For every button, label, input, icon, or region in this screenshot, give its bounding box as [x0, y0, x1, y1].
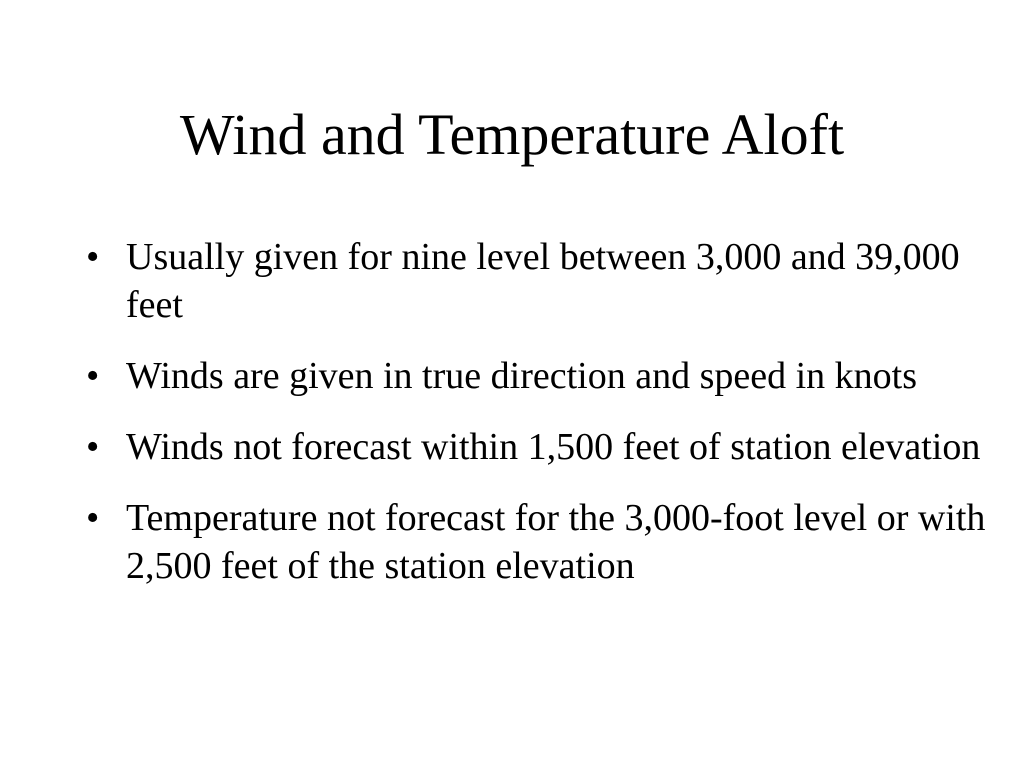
bullet-list — [86, 233, 986, 613]
bullet-item — [86, 233, 986, 329]
bullet-icon: • — [86, 355, 100, 397]
bullet-item — [86, 352, 986, 400]
bullet-icon: • — [86, 497, 100, 539]
bullet-icon: • — [86, 236, 100, 278]
slide-title: Wind and Temperature Aloft — [179, 102, 845, 167]
bullet-text: Usually given for nine level between 3,000 and 39,000 feet — [126, 236, 960, 326]
bullet-icon: • — [86, 426, 100, 468]
bullet-text: Winds not forecast within 1,500 feet of station elevation — [126, 426, 981, 468]
bullet-item — [86, 423, 986, 471]
bullet-text: Temperature not forecast for the 3,000-foot level or with 2,500 feet of the station elevation — [126, 497, 986, 587]
bullet-text: Winds are given in true direction and speed in knots — [126, 355, 917, 397]
bullet-item — [86, 494, 986, 590]
